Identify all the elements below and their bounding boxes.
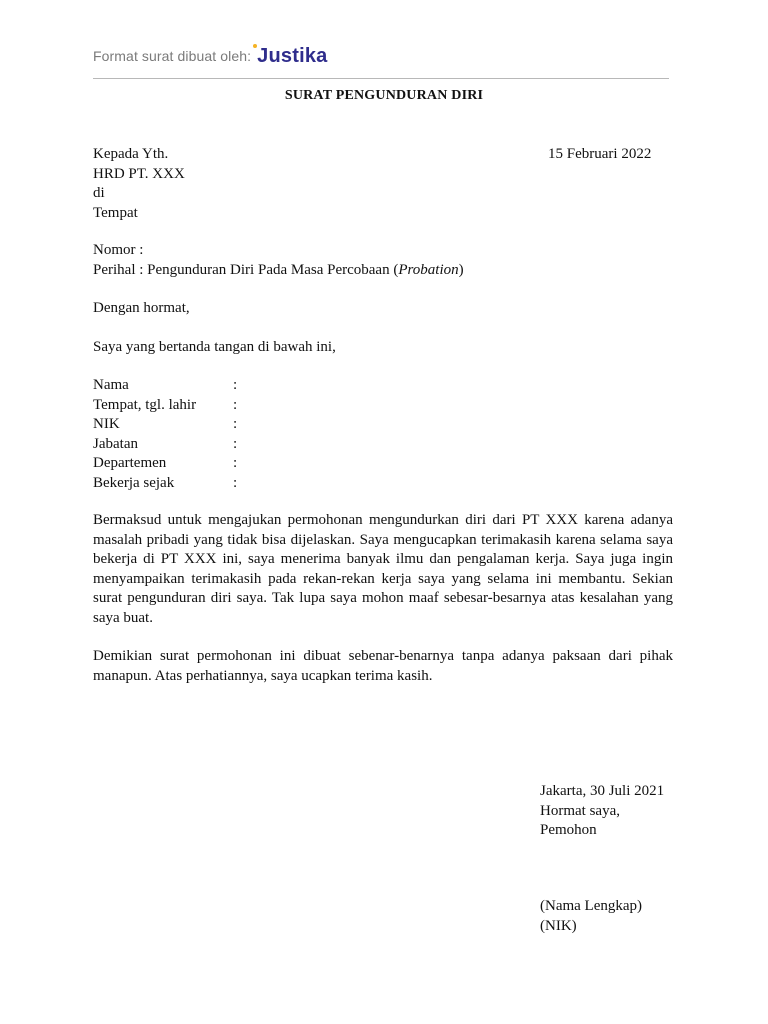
nomor-line: Nomor : bbox=[93, 242, 144, 258]
intro-line: Saya yang bertanda tangan di bawah ini, bbox=[93, 339, 336, 355]
field-colon: : bbox=[233, 474, 238, 491]
identity-fields bbox=[93, 376, 293, 493]
field-colon: : bbox=[233, 416, 238, 432]
perihal-prefix: Perihal : Pengunduran Diri Pada Masa Percobaan ( bbox=[93, 261, 399, 278]
field-label: Nama bbox=[93, 377, 129, 393]
field-row-nik bbox=[93, 415, 293, 435]
recipient-line: HRD PT. XXX bbox=[93, 165, 185, 182]
field-row-tempat-tgl-lahir bbox=[93, 396, 293, 416]
recipient-line: Tempat bbox=[93, 204, 138, 221]
signature-name-block bbox=[540, 897, 642, 936]
field-colon: : bbox=[233, 377, 238, 393]
field-label: NIK bbox=[93, 416, 120, 432]
field-label: Jabatan bbox=[93, 435, 138, 452]
field-row-bekerja-sejak bbox=[93, 474, 293, 494]
body-paragraph: Bermaksud untuk mengajukan permohonan mengundurkan diri dari PT XXX karena adanya masalah pribadi yang tidak bisa dijelaskan. Saya mengucapkan terimakasih karena selama saya bekerja di PT XXX ini, saya menerima banyak ilmu dan pengalaman kerja. Saya juga ingin menyampaikan terimakasih pada rekan-rekan kerja saya yang selama ini membantu. Sekian surat pengunduran diri saya. Tak lupa saya mohon maaf sebesar-besarnya atas kesalahan yang saya buat. bbox=[93, 512, 673, 626]
salutation: Dengan hormat, bbox=[93, 300, 190, 316]
field-label: Bekerja sejak bbox=[93, 474, 175, 491]
field-row-jabatan bbox=[93, 435, 293, 455]
recipient-line: Kepada Yth. bbox=[93, 146, 169, 162]
field-colon: : bbox=[233, 435, 238, 452]
logo-dot-icon bbox=[253, 44, 257, 48]
signature-role: Pemohon bbox=[540, 822, 597, 838]
signature-block bbox=[540, 782, 664, 841]
logo-text: Justika bbox=[257, 44, 328, 67]
closing-paragraph: Demikian surat permohonan ini dibuat sebenar-benarnya tanpa adanya paksaan dari pihak manapun. Atas perhatiannya, saya ucapkan terima kasih. bbox=[93, 648, 673, 684]
letter-title: SURAT PENGUNDURAN DIRI bbox=[284, 88, 484, 103]
reference-block bbox=[93, 241, 464, 280]
recipient-block bbox=[93, 145, 185, 223]
field-label: Tempat, tgl. lahir bbox=[93, 396, 197, 413]
field-row-nama bbox=[93, 376, 293, 396]
letter-date: 15 Februari 2022 bbox=[548, 146, 652, 162]
signature-regards: Hormat saya, bbox=[540, 802, 620, 819]
recipient-line: di bbox=[93, 185, 105, 201]
signature-place-date: Jakarta, 30 Juli 2021 bbox=[540, 783, 665, 799]
justika-logo[interactable] bbox=[257, 45, 327, 68]
signature-name: (Nama Lengkap) bbox=[540, 898, 643, 914]
perihal-italic: Probation bbox=[398, 261, 459, 278]
perihal-line bbox=[93, 261, 464, 281]
field-label: Departemen bbox=[93, 455, 167, 471]
header-label: Format surat dibuat oleh: bbox=[93, 48, 252, 64]
header-divider bbox=[93, 78, 669, 79]
header bbox=[93, 44, 327, 68]
field-colon: : bbox=[233, 396, 238, 413]
signature-nik: (NIK) bbox=[540, 917, 577, 934]
field-colon: : bbox=[233, 455, 238, 471]
perihal-suffix: ) bbox=[458, 261, 464, 278]
field-row-departemen bbox=[93, 454, 293, 474]
